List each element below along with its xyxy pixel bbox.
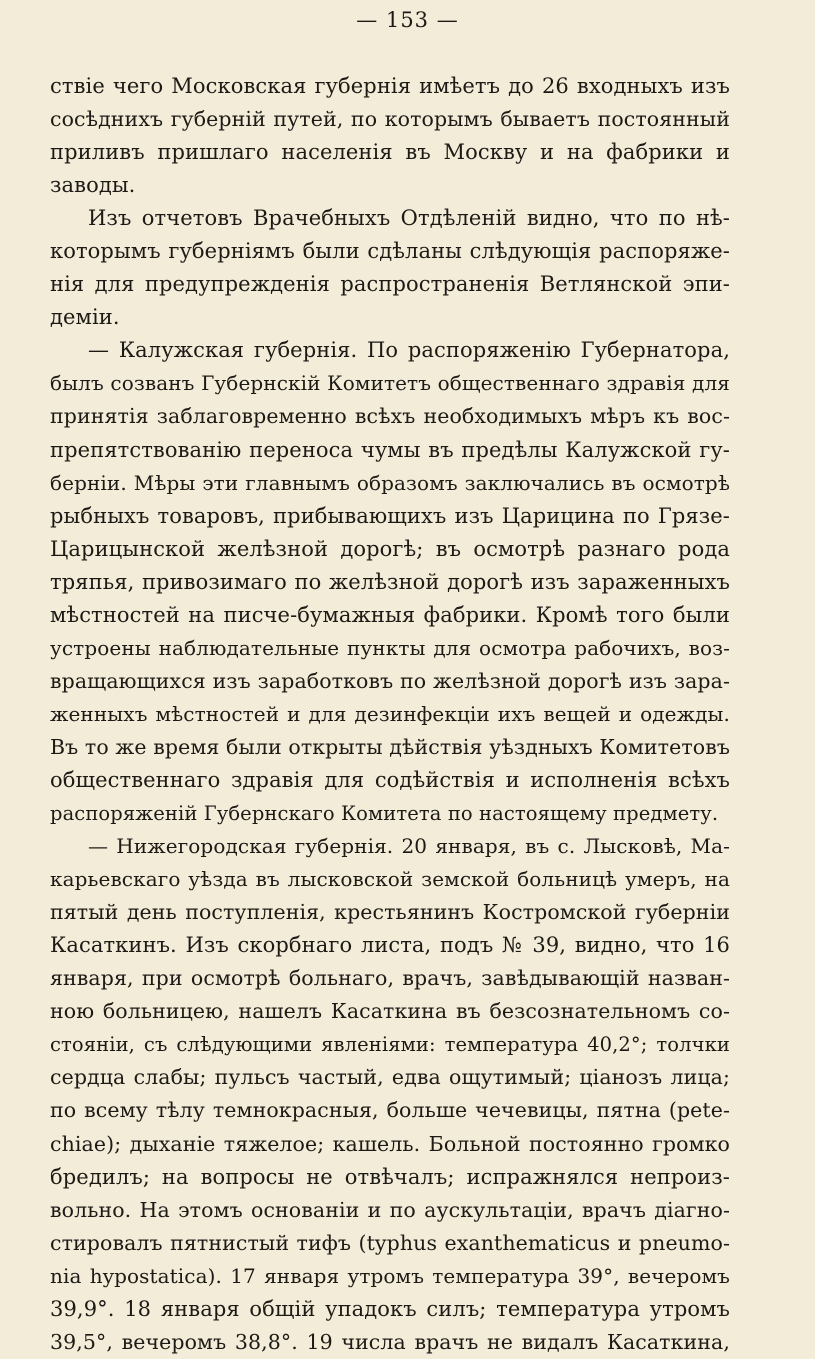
body-text — [50, 70, 730, 1359]
text-line: — Нижегородская губернія. 20 января, въ с. Лысковѣ, Ма- — [88, 834, 730, 859]
text-line: по всему тѣлу темнокрасныя, больше чечевицы, пятна (pete- — [50, 1098, 730, 1123]
text-line: тряпья, привозимаго по желѣзной дорогѣ изъ зараженныхъ — [50, 569, 730, 594]
page-number: — 153 — — [356, 8, 459, 32]
text-line: распоряженій Губернскаго Комитета по настоящему предмету. — [50, 802, 719, 826]
text-line: сердца слабы; пульсъ частый, едва ощутимый; ціанозъ лица; — [50, 1065, 730, 1090]
text-line: бредилъ; на вопросы не отвѣчалъ; испражнялся непроиз- — [50, 1164, 730, 1189]
text-line: ствіе чего Московская губернія имѣетъ до 26 входныхъ изъ — [50, 74, 730, 98]
text-line: карьевскаго уѣзда въ лысковской земской больницѣ умеръ, на — [50, 867, 730, 892]
text-line: нія для предупрежденія распространенія Ветлянской эпи- — [50, 272, 730, 297]
text-line: ною больницею, нашелъ Касаткина въ безсознательномъ со- — [50, 999, 730, 1024]
text-line: приливъ пришлаго населенія въ Москву и на фабрики и — [50, 140, 730, 165]
text-line: деміи. — [50, 305, 120, 330]
text-line: пятый день поступленія, крестьянинъ Костромской губерніи — [50, 900, 730, 925]
text-line: которымъ губерніямъ были сдѣланы слѣдующія распоряже- — [50, 239, 730, 264]
text-line: Касаткинъ. Изъ скорбнаго листа, подъ № 39, видно, что 16 — [50, 933, 730, 958]
text-line: мѣстностей на писче-бумажныя фабрики. Кромѣ того были — [50, 602, 730, 627]
text-line: общественнаго здравія для содѣйствія и исполненія всѣхъ — [50, 767, 730, 792]
text-line: Изъ отчетовъ Врачебныхъ Отдѣленій видно, что по нѣ- — [88, 206, 730, 231]
text-line: вольно. На этомъ основаніи и по аускультаціи, врачъ діагно- — [50, 1197, 730, 1222]
text-line: устроены наблюдательные пункты для осмотра рабочихъ, воз- — [50, 635, 730, 660]
text-line: рыбныхъ товаровъ, прибывающихъ изъ Царицина по Грязе- — [50, 503, 730, 528]
text-line: сосѣднихъ губерній путей, по которымъ бываетъ постоянный — [50, 107, 730, 132]
text-line: препятствованію переноса чумы въ предѣлы Калужской гу- — [50, 437, 730, 462]
text-line: nia hypostatica). 17 января утромъ температура 39°, вечеромъ — [50, 1263, 730, 1288]
text-line: 39,9°. 18 января общій упадокъ силъ; температура утромъ — [50, 1296, 730, 1321]
text-line: Въ то же время были открыты дѣйствія уѣздныхъ Комитетовъ — [50, 734, 730, 759]
text-line: берніи. Мѣры эти главнымъ образомъ заключались въ осмотрѣ — [50, 470, 730, 495]
text-line: Царицынской желѣзной дорогѣ; въ осмотрѣ разнаго рода — [50, 536, 730, 561]
text-line: стировалъ пятнистый тифъ (typhus exanthematicus и pneumo- — [50, 1230, 730, 1255]
text-line: заводы. — [50, 173, 136, 198]
text-line: стояніи, съ слѣдующими явленіями: температура 40,2°; толчки — [50, 1033, 730, 1057]
text-line: былъ созванъ Губернскій Комитетъ общественнаго здравія для — [50, 371, 730, 396]
text-line: chiae); дыханіе тяжелое; кашель. Больной постоянно громко — [50, 1131, 730, 1156]
text-line: вращающихся изъ заработковъ по желѣзной дорогѣ изъ зара- — [50, 668, 730, 693]
text-line: женныхъ мѣстностей и для дезинфекціи ихъ вещей и одежды. — [50, 701, 730, 726]
text-line: января, при осмотрѣ больнаго, врачъ, завѣдывающій назван- — [50, 966, 730, 991]
text-line: 39,5°, вечеромъ 38,8°. 19 числа врачъ не видалъ Касаткина, — [50, 1329, 730, 1354]
text-line: принятія заблаговременно всѣхъ необходимыхъ мѣръ къ вос- — [50, 404, 730, 429]
text-line: — Калужская губернія. По распоряженію Губернатора, — [88, 338, 730, 363]
